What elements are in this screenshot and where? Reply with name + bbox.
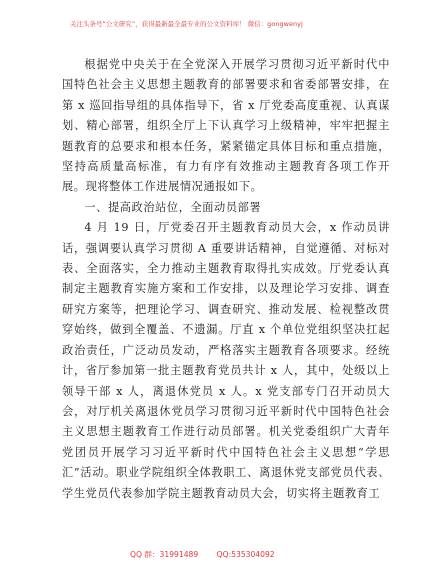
intro-paragraph: 根据党中央关于在全党深入开展学习贯彻习近平新时代中国特色社会主义思想主题教育的部署要求和省委部署安排，在第 x 巡回指导组的具体指导下，省 x 厅党委高度重视、认真谋划、精心部署，组织全厅上下认真学习上级精神，牢牢把握主题教育的总要求和根本任务，紧紧锚定具体目标和重点措施，坚持高质量高标准，有力有序有效推动主题教育各项工作开展。现将整体工作进展情况通报如下。 — [62, 58, 390, 194]
footer-contact — [130, 549, 330, 561]
section-heading: 一、提高政治站位，全面动员部署 — [84, 200, 262, 214]
document-body — [62, 55, 390, 504]
section-paragraph: 4 月 19 日，厅党委召开主题教育动员大会，x 作动员讲话，强调要认真学习贯彻 A 重要讲话精神，自觉遵循、对标对表、全面落实，全力推动主题教育取得扎实成效。厅党委认真制定主题教育实施方案和工作安排，以及理论学习安排、调查研究方案等，把理论学习、调查研究、推动发展、检视整改贯穿始终，做到全覆盖、不遗漏。厅直 x 个单位党组织坚决扛起政治责任，广泛动员发动，严格落实主题教育各项要求。经统计，省厅参加第一批主题教育党员共计 x 人，其中，处级以上领导干部 x 人，离退休党员 x 人。x 党支部专门召开动员大会，对厅机关离退休党员学习贯彻习近平新时代中国特色社会主义思想主题教育工作进行动员部署。机关党委组织广大青年党团员开展学习习近平新时代中国特色社会主义思想“学思汇”活动。职业学院组织全体教职工、离退休党支部党员代表、学生党员代表参加学院主题教育动员大会，切实将主题教育工 — [62, 221, 390, 500]
footer-qq-group: QQ 群：31991489 — [130, 550, 199, 559]
header-banner: 关注头条号“公文研究”，获得最新最全最专业的公文资料库！ 微信：gongwenyj — [70, 20, 303, 28]
footer-qq-number: QQ:535304092 — [216, 550, 275, 559]
